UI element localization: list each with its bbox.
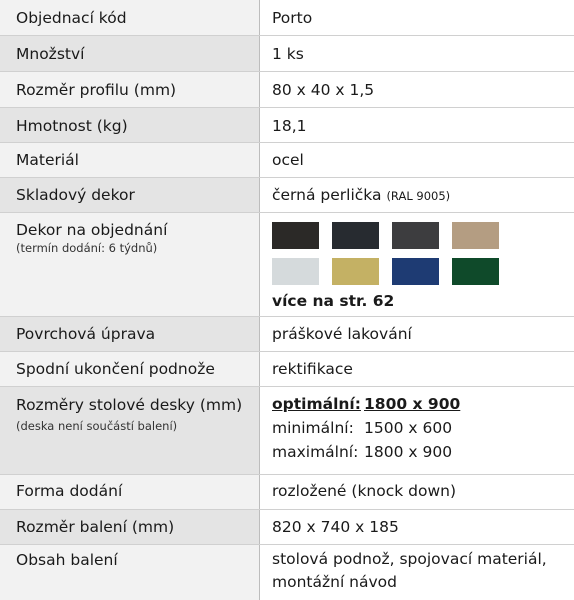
swatch-bronze [452,222,499,249]
label-stock-decor: Skladový dekor [16,186,135,204]
value-profile-size: 80 x 40 x 1,5 [272,81,375,99]
label-order-decor: Dekor na objednání [16,221,168,239]
row-foot-end [0,352,574,387]
swatch-dark-grey [392,222,439,249]
row-material [0,143,574,178]
value-package-size: 820 x 740 x 185 [272,518,399,536]
color-swatches [272,222,574,285]
swatch-dark-green [452,258,499,285]
swatch-anthracite [332,222,379,249]
value-foot-end: rektifikace [272,360,353,378]
label-foot-end: Spodní ukončení podnože [16,360,215,378]
value-weight: 18,1 [272,117,307,135]
row-surface-finish [0,317,574,352]
value-package-contents-line2: montážní návod [272,573,397,591]
value-delivery-form: rozložené (knock down) [272,482,457,500]
value-package-contents-line1: stolová podnož, spojovací materiál, [272,550,547,568]
label-order-decor-delivery: (termín dodání: 6 týdnů) [16,241,158,255]
dim-max-label: maximální: [272,443,359,461]
value-stock-decor-ral: (RAL 9005) [386,189,451,203]
row-order-code [0,0,574,36]
dim-optimal-value: 1800 x 900 [364,395,461,413]
label-quantity: Množství [16,45,85,63]
label-package-size: Rozměr balení (mm) [16,518,175,536]
value-order-code: Porto [272,9,313,27]
swatch-light-grey [272,258,319,285]
dim-optimal-label: optimální: [272,395,361,413]
dim-max [272,440,574,464]
label-tabletop-size: Rozměry stolové desky (mm) [16,396,243,414]
label-delivery-form: Forma dodání [16,482,123,500]
label-order-code: Objednací kód [16,9,127,27]
swatch-gold [332,258,379,285]
value-quantity: 1 ks [272,45,304,63]
label-surface-finish: Povrchová úprava [16,325,156,343]
row-quantity [0,36,574,72]
more-link: více na str. 62 [272,292,395,310]
dim-max-value: 1800 x 900 [364,443,453,461]
row-order-decor [0,213,574,317]
row-package-contents [0,545,574,600]
value-stock-decor: černá perlička [272,186,382,204]
label-tabletop-note: (deska není součástí balení) [16,419,178,433]
value-material: ocel [272,151,304,169]
row-profile-size [0,72,574,108]
row-weight [0,108,574,143]
swatch-black-textured [272,222,319,249]
dim-min-value: 1500 x 600 [364,419,453,437]
row-delivery-form [0,475,574,510]
label-package-contents: Obsah balení [16,551,118,569]
row-tabletop-size [0,387,574,475]
label-profile-size: Rozměr profilu (mm) [16,81,177,99]
label-material: Materiál [16,151,79,169]
swatch-navy-blue [392,258,439,285]
value-surface-finish: práškové lakování [272,325,412,343]
dim-optimal [272,392,574,416]
dim-min-label: minimální: [272,419,354,437]
row-package-size [0,510,574,545]
dim-min [272,416,574,440]
row-stock-decor [0,178,574,213]
label-weight: Hmotnost (kg) [16,117,128,135]
